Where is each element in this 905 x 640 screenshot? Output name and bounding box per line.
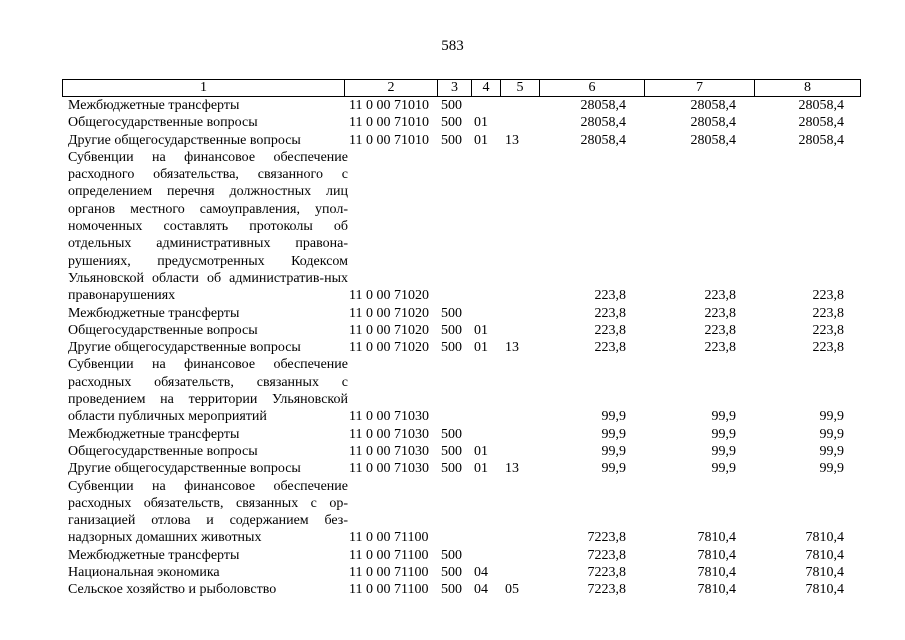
header-col-7: 7 (645, 80, 755, 97)
row-subsection: 13 (505, 132, 519, 148)
row-value-col7: 223,8 (704, 340, 736, 356)
row-code: 11 0 00 71020 (349, 305, 429, 321)
row-code: 11 0 00 71020 (349, 322, 429, 338)
row-value-col7: 28058,4 (690, 132, 736, 148)
row-code: 11 0 00 71020 (349, 288, 429, 304)
table-row (62, 460, 852, 477)
row-value-col7: 28058,4 (690, 115, 736, 131)
row-value-col7: 7810,4 (697, 547, 736, 563)
table-row (62, 581, 852, 598)
row-expense-group: 500 (441, 582, 462, 598)
row-code: 11 0 00 71030 (349, 461, 429, 477)
row-value-col8: 28058,4 (798, 98, 844, 113)
header-col-3: 3 (438, 80, 472, 97)
row-value-col8: 28058,4 (798, 115, 844, 131)
row-value-col6: 7223,8 (587, 565, 626, 581)
table-row (62, 114, 852, 131)
table-row (62, 132, 852, 149)
row-value-col6: 99,9 (601, 409, 626, 425)
row-value-col7: 28058,4 (690, 98, 736, 113)
row-section: 01 (474, 340, 488, 356)
budget-table-body (62, 97, 852, 599)
table-row (62, 564, 852, 581)
row-expense-group: 500 (441, 98, 462, 113)
table-row (62, 97, 852, 114)
table-row (62, 426, 852, 443)
row-subsection: 13 (505, 340, 519, 356)
row-name: Межбюджетные трансферты (68, 305, 240, 321)
row-section: 01 (474, 443, 488, 459)
table-row (62, 356, 852, 425)
row-name: Субвенции на финансовое обеспечение расходных обязательств, связанных с проведением на территории Ульяновской области публичных мероприятий (68, 357, 348, 425)
row-value-col8: 223,8 (812, 288, 844, 304)
row-section: 01 (474, 115, 488, 131)
row-value-col7: 7810,4 (697, 530, 736, 546)
table-row (62, 547, 852, 564)
row-value-col8: 223,8 (812, 340, 844, 356)
table-row (62, 322, 852, 339)
row-section: 01 (474, 461, 488, 477)
row-code: 11 0 00 71030 (349, 409, 429, 425)
row-value-col7: 223,8 (704, 322, 736, 338)
row-code: 11 0 00 71020 (349, 340, 429, 356)
row-expense-group: 500 (441, 115, 462, 131)
row-value-col7: 99,9 (711, 426, 736, 442)
row-name: Другие общегосударственные вопросы (68, 340, 301, 356)
row-name: Межбюджетные трансферты (68, 547, 240, 563)
table-row (62, 149, 852, 305)
header-col-5: 5 (501, 80, 540, 97)
row-section: 04 (474, 565, 488, 581)
row-value-col8: 99,9 (819, 461, 844, 477)
row-value-col6: 223,8 (594, 322, 626, 338)
row-value-col8: 99,9 (819, 426, 844, 442)
table-row (62, 478, 852, 547)
row-value-col6: 28058,4 (580, 98, 626, 113)
row-value-col6: 28058,4 (580, 132, 626, 148)
row-value-col6: 7223,8 (587, 547, 626, 563)
row-code: 11 0 00 71100 (349, 530, 429, 546)
row-code: 11 0 00 71010 (349, 115, 429, 131)
header-col-1: 1 (63, 80, 345, 97)
row-value-col6: 99,9 (601, 461, 626, 477)
row-value-col7: 99,9 (711, 409, 736, 425)
row-name: Субвенции на финансовое обеспечение расходных обязательств, связанных с ор-ганизацией отлова и содержанием без-надзорных домашних животных (68, 478, 348, 546)
row-expense-group: 500 (441, 322, 462, 338)
row-code: 11 0 00 71100 (349, 547, 429, 563)
row-value-col8: 7810,4 (805, 547, 844, 563)
row-value-col8: 28058,4 (798, 132, 844, 148)
column-header-row (62, 79, 861, 97)
row-value-col6: 28058,4 (580, 115, 626, 131)
row-value-col7: 223,8 (704, 288, 736, 304)
row-name: Общегосударственные вопросы (68, 443, 258, 459)
row-expense-group: 500 (441, 340, 462, 356)
header-col-2: 2 (345, 80, 438, 97)
row-name: Сельское хозяйство и рыболовство (68, 582, 277, 598)
row-code: 11 0 00 71100 (349, 565, 429, 581)
row-subsection: 05 (505, 582, 519, 598)
row-subsection: 13 (505, 461, 519, 477)
row-code: 11 0 00 71030 (349, 443, 429, 459)
row-name: Другие общегосударственные вопросы (68, 461, 301, 477)
row-name: Национальная экономика (68, 565, 220, 581)
row-expense-group: 500 (441, 443, 462, 459)
row-expense-group: 500 (441, 547, 462, 563)
row-value-col8: 99,9 (819, 409, 844, 425)
row-value-col8: 223,8 (812, 322, 844, 338)
row-code: 11 0 00 71100 (349, 582, 429, 598)
row-value-col7: 7810,4 (697, 582, 736, 598)
row-name: Межбюджетные трансферты (68, 98, 240, 113)
row-section: 01 (474, 132, 488, 148)
row-expense-group: 500 (441, 565, 462, 581)
row-value-col7: 7810,4 (697, 565, 736, 581)
row-name: Другие общегосударственные вопросы (68, 132, 301, 148)
row-value-col8: 7810,4 (805, 530, 844, 546)
row-value-col7: 223,8 (704, 305, 736, 321)
row-section: 04 (474, 582, 488, 598)
row-expense-group: 500 (441, 305, 462, 321)
row-value-col6: 99,9 (601, 443, 626, 459)
row-value-col8: 223,8 (812, 305, 844, 321)
row-value-col6: 223,8 (594, 288, 626, 304)
row-name: Субвенции на финансовое обеспечение расходного обязательства, связанного с определением перечня должностных лиц органов местного самоуправления, упол-номоченных составлять протоколы об отдельных административных правона-рушениях, предусмотренных Кодексом Ульяновской области об административ-ных правонарушениях (68, 149, 348, 304)
row-value-col6: 223,8 (594, 340, 626, 356)
row-name: Общегосударственные вопросы (68, 322, 258, 338)
row-code: 11 0 00 71030 (349, 426, 429, 442)
header-col-8: 8 (755, 80, 861, 97)
row-value-col6: 7223,8 (587, 582, 626, 598)
table-row (62, 305, 852, 322)
table-row (62, 339, 852, 356)
row-expense-group: 500 (441, 461, 462, 477)
row-value-col8: 7810,4 (805, 565, 844, 581)
row-value-col6: 7223,8 (587, 530, 626, 546)
row-expense-group: 500 (441, 132, 462, 148)
row-code: 11 0 00 71010 (349, 98, 429, 113)
row-code: 11 0 00 71010 (349, 132, 429, 148)
row-value-col6: 223,8 (594, 305, 626, 321)
row-name: Общегосударственные вопросы (68, 115, 258, 131)
row-value-col6: 99,9 (601, 426, 626, 442)
row-section: 01 (474, 322, 488, 338)
row-value-col7: 99,9 (711, 443, 736, 459)
row-value-col7: 99,9 (711, 461, 736, 477)
row-value-col8: 99,9 (819, 443, 844, 459)
row-value-col8: 7810,4 (805, 582, 844, 598)
header-col-6: 6 (540, 80, 645, 97)
row-expense-group: 500 (441, 426, 462, 442)
header-col-4: 4 (472, 80, 501, 97)
table-row (62, 443, 852, 460)
row-name: Межбюджетные трансферты (68, 426, 240, 442)
page-number: 583 (441, 38, 464, 54)
